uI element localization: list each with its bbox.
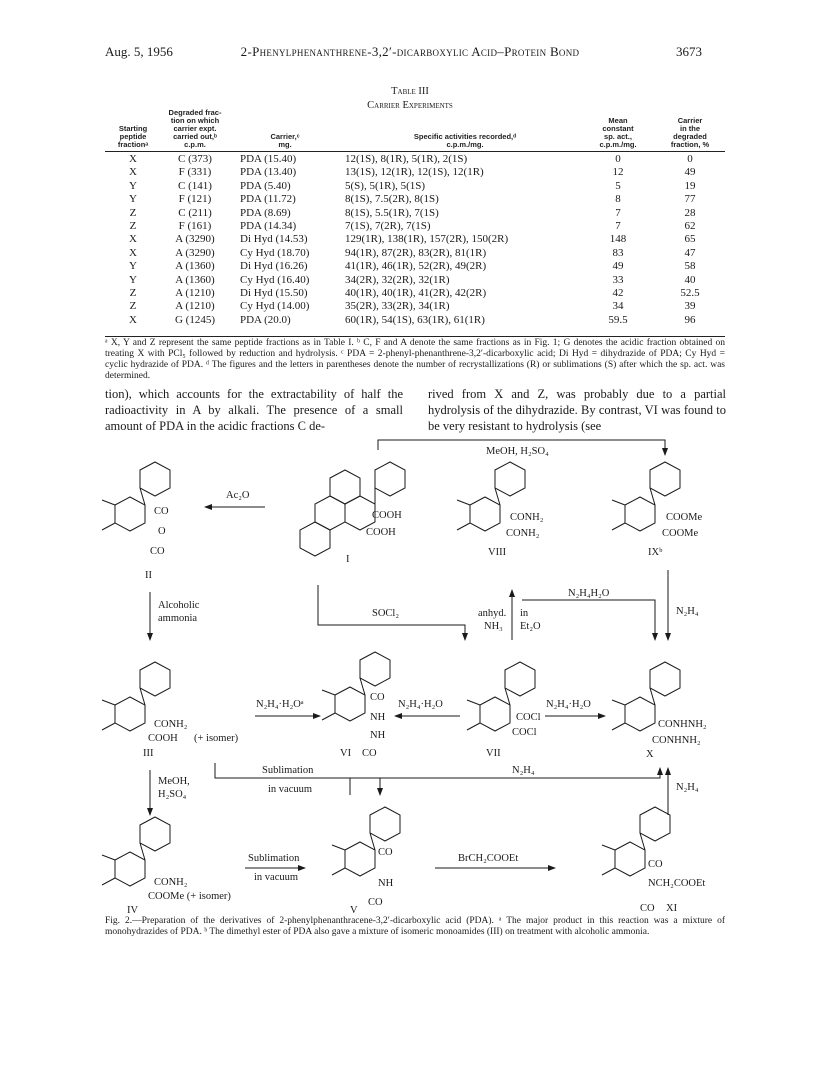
group-nh-vi-2: NH: [370, 730, 386, 741]
table-footnote: ᵃ X, Y and Z represent the same peptide fractions as in Table I. ᵇ C, F and A denote the same fractions as in Fig. 1; G denotes the acidic fraction obtained on treating X with PCl₅ followed by reduction and hydrolysis. ᶜ PDA = 2-phenyl-phenanthrene-3,2′-dicarboxylic acid; Di Hyd = dihydrazide of PDA; Cy Hyd = cyclic hydrazide of PDA. ᵈ The figures and the letters in parentheses denote the number of recrystallizations (R) or sublimations (S) after which the sp. act. was determined.: [105, 338, 725, 381]
reagent-n2h4-h2o-top: N₂H₄H₂O: [568, 588, 610, 599]
table-cell: 0: [687, 153, 693, 165]
col-header-carrier: Carrier,ᶜ mg.: [270, 132, 300, 149]
reagent-nh3: NH₃: [484, 621, 503, 632]
table-cell: X: [129, 246, 137, 259]
group-co-ii: CO: [154, 506, 169, 517]
table-cell: A (1210): [175, 287, 215, 299]
table-cell: F (331): [178, 166, 212, 179]
table-cell: PDA (8.69): [240, 206, 291, 219]
table-cell: 28: [684, 206, 696, 219]
reagent-in-vacuum-1: in vacuum: [268, 784, 313, 795]
table-cell: 83: [612, 246, 624, 259]
table-cell: PDA (15.40): [240, 153, 297, 165]
running-header-date: Aug. 5, 1956: [105, 44, 173, 59]
group-o-ii: O: [158, 526, 166, 537]
reagent-n2h4-right: N₂H₄: [676, 606, 699, 617]
table-cell: Cy Hyd (16.40): [240, 273, 310, 286]
table-cell: Y: [129, 260, 137, 273]
table-cell: 52.5: [680, 287, 700, 299]
table-cell: 41(1R), 46(1R), 52(2R), 49(2R): [345, 260, 487, 273]
label-x: X: [646, 749, 654, 760]
table-cell: Z: [129, 287, 137, 299]
table-cell: 96: [684, 313, 696, 326]
reagent-ammonia: ammonia: [158, 613, 198, 624]
table-cell: Z: [129, 220, 137, 232]
table-cell: 62: [684, 220, 696, 232]
table-cell: Z: [129, 206, 137, 219]
group-coome-a: COOMe: [666, 512, 703, 523]
col-header-degraded: Degraded frac- tion on which carrier expt. carried out,ᵇ c.p.m.: [168, 108, 222, 149]
group-conh2-b: CONH₂: [506, 528, 540, 539]
structure-iv: [102, 817, 170, 886]
table-cell: PDA (11.72): [240, 193, 296, 206]
table-cell: PDA (20.0): [240, 313, 291, 326]
reagent-n2h4-h2o-a: N₂H₄·H₂Oᵃ: [256, 699, 304, 710]
col-header-specific-activities: Specific activities recorded,ᵈ c.p.m./mg.: [413, 132, 517, 149]
label-ix: IXᵇ: [648, 547, 663, 558]
group-cooh-2: COOH: [366, 527, 396, 538]
table-number: Table III: [391, 86, 429, 97]
table-cell: 60(1R), 54(1S), 63(1R), 61(1R): [345, 313, 485, 326]
table-cell: Cy Hyd (18.70): [240, 246, 310, 259]
arrow-n2h4-h2o-top: [522, 600, 655, 640]
table-cell: PDA (14.34): [240, 220, 297, 232]
table-cell: Y: [129, 193, 137, 206]
table-cell: A (1210): [175, 300, 215, 313]
table-cell: 7: [615, 206, 621, 219]
table-cell: A (3290): [175, 246, 215, 259]
reagent-ac2o: Ac₂O: [226, 490, 250, 501]
group-nch2cooet-xi: NCH₂COOEt: [648, 878, 706, 889]
group-nh-v: NH: [378, 878, 394, 889]
reagent-brch2cooet: BrCH₂COOEt: [458, 853, 519, 864]
table-cell: C (373): [178, 153, 212, 165]
structure-v: [332, 807, 400, 876]
table-cell: 12(1S), 8(1R), 5(1R), 2(1S): [345, 153, 468, 165]
label-i: I: [346, 554, 350, 565]
table-cell: 8: [615, 193, 621, 206]
label-iv: IV: [127, 905, 139, 916]
group-co2-ii: CO: [150, 546, 165, 557]
col-header-starting: Starting peptide fractionᵃ: [117, 124, 149, 149]
table-cell: Y: [129, 273, 137, 286]
table-cell: 58: [684, 260, 696, 273]
table-cell: 5(S), 5(1R), 5(1S): [345, 179, 426, 192]
table-cell: 47: [684, 246, 696, 259]
col-header-carrier-fraction: Carrier in the degraded fraction, %: [670, 116, 710, 149]
group-nh-vi-1: NH: [370, 712, 386, 723]
table-cell: F (121): [178, 193, 212, 206]
table-cell: 34: [612, 300, 624, 313]
table-cell: 77: [684, 193, 696, 206]
running-header-title: 2-Phenylphenanthrene-3,2′-dicarboxylic Acid–Protein Bond: [240, 44, 580, 59]
group-cooh-1: COOH: [372, 510, 402, 521]
label-vii: VII: [486, 748, 501, 759]
group-co-vi: CO: [370, 692, 385, 703]
reagent-sublimation-2: Sublimation: [248, 853, 300, 864]
structure-i: [300, 462, 405, 556]
table-cell: 7(1S), 7(2R), 7(1S): [345, 220, 431, 232]
table-cell: X: [129, 153, 137, 165]
table-cell: Y: [129, 179, 137, 192]
label-viii: VIII: [488, 547, 507, 558]
group-coome-b: COOMe: [662, 528, 699, 539]
table-cell: Di Hyd (16.26): [240, 260, 308, 273]
table-cell: 49: [612, 260, 624, 273]
table-cell: A (1360): [175, 273, 215, 286]
group-co-v: CO: [378, 847, 393, 858]
reagent-sublimation-1: Sublimation: [262, 765, 314, 776]
group-coome-iv: COOMe (+ isomer): [148, 891, 231, 902]
group-cocl-b: COCl: [512, 727, 537, 738]
table-cell: 40(1R), 40(1R), 41(2R), 42(2R): [345, 287, 487, 299]
table-cell: 8(1S), 7.5(2R), 8(1S): [345, 193, 439, 206]
table-cell: C (211): [178, 206, 212, 219]
label-iii: III: [143, 748, 154, 759]
table-cell: 12: [612, 166, 624, 179]
table-cell: 148: [609, 233, 627, 246]
reagent-n2h4-h2o-c: N₂H₄·H₂O: [546, 699, 591, 710]
group-conh2-iii: CONH₂: [154, 719, 188, 730]
group-co-xi: CO: [648, 859, 663, 870]
table-cell: A (1360): [175, 260, 215, 273]
reagent-alcoholic: Alcoholic: [158, 600, 200, 611]
table-cell: 42: [612, 287, 624, 299]
label-vi: VI: [340, 748, 352, 759]
reagent-socl2: SOCl₂: [372, 608, 400, 619]
structure-ii: [102, 462, 170, 531]
page-number: 3673: [676, 44, 702, 59]
figure-caption: Fig. 2.—Preparation of the derivatives of 2-phenylphenanthracene-3,2′-dicarboxylic acid (PDA). ᵃ The major product in this reaction was a mixture of monohydrazides of PDA. ᵇ The dimethyl ester of PDA also gave a mixture of isomeric monoamides (III) on treatment with alcoholic ammonia.: [105, 916, 725, 937]
label-v: V: [350, 905, 358, 916]
table-cell: Di Hyd (15.50): [240, 287, 308, 299]
table-cell: G (1245): [174, 313, 216, 326]
arrow-n2h4-mid: [350, 768, 660, 795]
table-cell: Z: [129, 300, 137, 313]
table-cell: 0: [615, 153, 621, 165]
table-cell: Di Hyd (14.53): [240, 233, 308, 246]
table-cell: 129(1R), 138(1R), 157(2R), 150(2R): [345, 233, 509, 246]
table-cell: 7: [615, 220, 621, 232]
group-cocl-a: COCl: [516, 712, 541, 723]
reagent-meoh-2: MeOH,: [158, 776, 190, 787]
reagent-n2h4-low: N₂H₄: [676, 782, 699, 793]
body-text-left: tion), which accounts for the extractability of half the radioactivity in A by alkali. The presence of a small amount of PDA in the acidic fractions C de-: [105, 387, 403, 433]
table-cell: F (161): [178, 220, 212, 232]
table-cell: 35(2R), 33(2R), 34(1R): [345, 300, 450, 313]
reagent-et2o: Et₂O: [520, 621, 541, 632]
table-cell: X: [129, 233, 137, 246]
reagent-n2h4-h2o-b: N₂H₄·H₂O: [398, 699, 443, 710]
group-co2-v: CO: [368, 897, 383, 908]
reagent-meoh-h2so4-top: MeOH, H₂SO₄: [486, 446, 549, 457]
group-cooh-iii: COOH: [148, 733, 178, 744]
group-conhnh2-a: CONHNH₂: [658, 719, 707, 730]
table-cell: 33: [612, 273, 624, 286]
table-cell: 49: [684, 166, 696, 179]
table-cell: 8(1S), 5.5(1R), 7(1S): [345, 206, 439, 219]
table-cell: PDA (5.40): [240, 179, 291, 192]
structure-vi: [322, 652, 390, 721]
table-cell: 65: [684, 233, 696, 246]
table-cell: 59.5: [608, 313, 628, 326]
table-cell: 5: [615, 179, 621, 192]
reagent-in-vacuum-2: in vacuum: [254, 872, 299, 883]
group-conh2-a: CONH₂: [510, 512, 544, 523]
table-cell: 13(1S), 12(1R), 12(1S), 12(1R): [345, 166, 484, 179]
table-cell: PDA (13.40): [240, 166, 297, 179]
table-cell: 19: [684, 179, 696, 192]
table-caption: Carrier Experiments: [367, 100, 453, 111]
reagent-anhyd: anhyd.: [478, 608, 507, 619]
table-cell: 39: [684, 300, 696, 313]
label-ii: II: [145, 570, 152, 581]
table-cell: X: [129, 166, 137, 179]
table-cell: X: [129, 313, 137, 326]
table-cell: 34(2R), 32(2R), 32(1R): [345, 273, 450, 286]
reagent-h2so4-2: H₂SO₄: [158, 789, 187, 800]
body-text-right: rived from X and Z, was probably due to a partial hydrolysis of the dihydrazide. By contrast, VI was found to be very resistant to hydrolysis (see: [428, 387, 726, 433]
reagent-n2h4-mid: N₂H₄: [512, 765, 535, 776]
table-cell: 94(1R), 87(2R), 83(2R), 81(1R): [345, 246, 487, 259]
table-cell: Cy Hyd (14.00): [240, 300, 310, 313]
group-conh2-iv: CONH₂: [154, 877, 188, 888]
table-cell: C (141): [178, 179, 212, 192]
label-xi: XI: [666, 903, 678, 914]
table-cell: 40: [684, 273, 696, 286]
table-cell: A (3290): [175, 233, 215, 246]
group-co2-xi: CO: [640, 903, 655, 914]
reagent-in: in: [520, 608, 529, 619]
isomer-iii: (+ isomer): [194, 733, 239, 744]
col-header-mean: Mean constant sp. act., c.p.m./mg.: [599, 116, 637, 149]
group-conhnh2-b: CONHNH₂: [652, 735, 701, 746]
group-co2-vi: CO: [362, 748, 377, 759]
